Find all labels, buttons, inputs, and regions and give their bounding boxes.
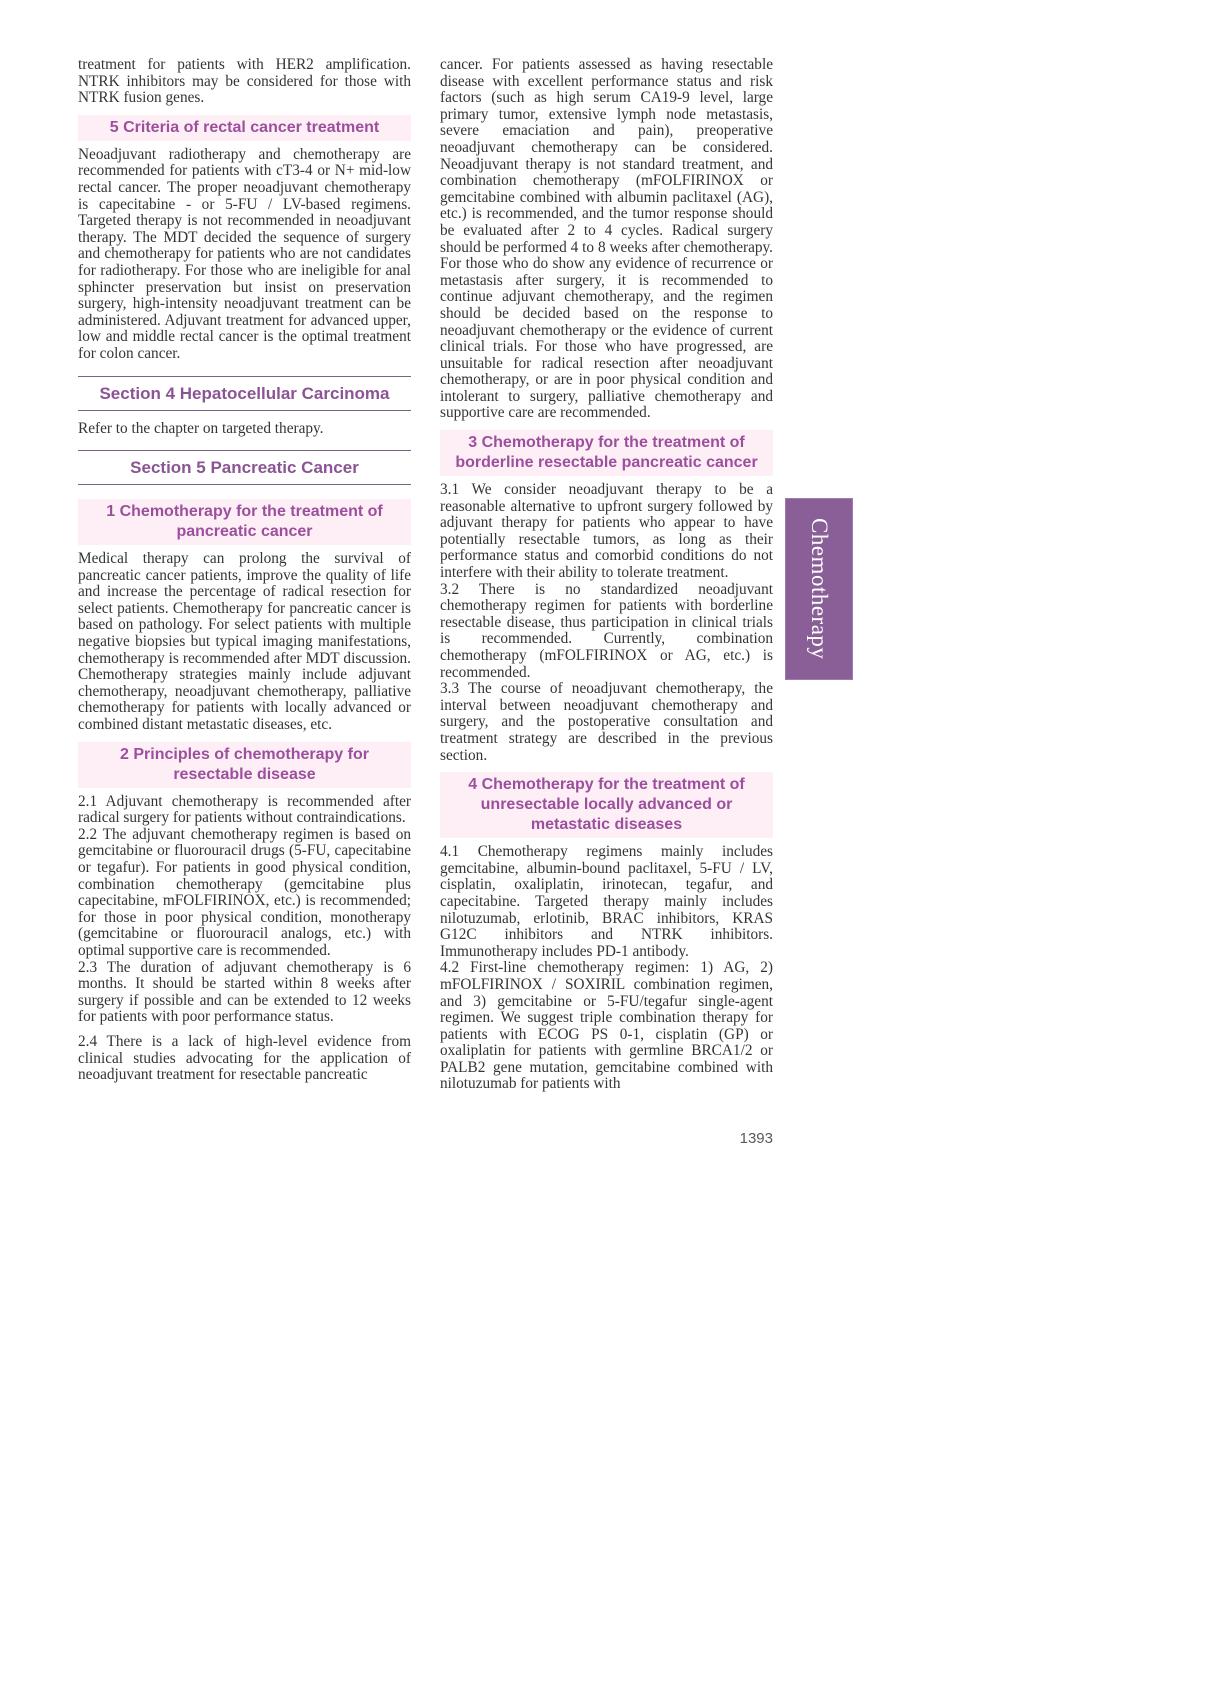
hepatocellular-paragraph: Refer to the chapter on targeted therapy. [78, 419, 324, 437]
left-column [78, 57, 411, 1084]
subsection-header-chemo-pancreatic: 1 Chemotherapy for the treatment of pancreatic cancer [78, 499, 411, 545]
page-number: 1393 [739, 1130, 773, 1147]
section-header-hepatocellular: Section 4 Hepatocellular Carcinoma [78, 376, 411, 411]
chapter-tab-label: Chemotherapy [807, 518, 832, 660]
item-2-3: 2.3 The duration of adjuvant chemotherapy is 6 months. It should be started within 8 weeks after surgery if possible and can be extended to 12 weeks for patients with poor performance status. [78, 958, 411, 1026]
subsection-header-unresectable-metastatic: 4 Chemotherapy for the treatment of unresectable locally advanced or metastatic diseases [440, 772, 773, 838]
continuation-paragraph: cancer. For patients assessed as having resectable disease with excellent performance status and risk factors (such as high serum CA19-9 level, large primary tumor, extensive lymph node metastasis, severe emaciation and pain), preoperative neoadjuvant chemotherapy can be considered. Neoadjuvant therapy is not standard treatment, and combination chemotherapy (mFOLFIRINOX or gemcitabine combined with albumin paclitaxel (AG), etc.) is recommended, and the tumor response should be evaluated after 2 to 4 cycles. Radical surgery should be performed 4 to 8 weeks after chemotherapy. For those who do show any evidence of recurrence or metastasis after surgery, it is recommended to continue adjuvant chemotherapy, and the regimen should be decided based on the response to neoadjuvant chemotherapy or the evidence of current clinical trials. For those who have progressed, are unsuitable for radical resection after neoadjuvant chemotherapy, or are in poor physical condition and intolerant to surgery, palliative chemotherapy and supportive care are recommended. [440, 56, 773, 422]
item-2-1: 2.1 Adjuvant chemotherapy is recommended after radical surgery for patients without contraindications. [78, 792, 411, 827]
subsection-header-rectal-criteria: 5 Criteria of rectal cancer treatment [78, 115, 411, 141]
item-2-4: 2.4 There is a lack of high-level evidence from clinical studies advocating for the application of neoadjuvant treatment for resectable pancreatic [78, 1032, 411, 1084]
rectal-criteria-paragraph: Neoadjuvant radiotherapy and chemotherapy are recommended for patients with cT3-4 or N+ mid-low rectal cancer. The proper neoadjuvant chemotherapy is capecitabine - or 5-FU / LV-based regimens. Targeted therapy is not recommended in neoadjuvant therapy. The MDT decided the sequence of surgery and chemotherapy for patients who are not candidates for radiotherapy. For those who are ineligible for anal sphincter preservation but insist on preservation surgery, high-intensity neoadjuvant treatment can be administered. Adjuvant treatment for advanced upper, low and middle rectal cancer is the optimal treatment for colon cancer. [78, 145, 411, 362]
item-3-1: 3.1 We consider neoadjuvant therapy to be a reasonable alternative to upfront surgery followed by adjuvant therapy for patients who appear to have potentially resectable tumors, as long as their performance status and comorbid conditions do not interfere with their ability to tolerate treatment. [440, 481, 773, 582]
subsection-header-principles-resectable: 2 Principles of chemotherapy for resectable disease [78, 742, 411, 788]
subsection-header-borderline-resectable: 3 Chemotherapy for the treatment of borderline resectable pancreatic cancer [440, 430, 773, 476]
right-column [440, 57, 773, 1093]
item-3-2: 3.2 There is no standardized neoadjuvant chemotherapy regimen for patients with borderline resectable disease, thus participation in clinical trials is recommended. Currently, combination chemotherapy (mFOLFIRINOX or AG, etc.) is recommended. [440, 580, 773, 681]
chapter-tab [785, 498, 853, 680]
item-2-2: 2.2 The adjuvant chemotherapy regimen is based on gemcitabine or fluorouracil drugs (5-FU, capecitabine or tegafur). For patients in good physical condition, combination chemotherapy (gemcitabine plus capecitabine, mFOLFIRINOX, etc.) is recommended; for those in poor physical condition, monotherapy (gemcitabine or fluorouracil analogs, etc.) with optimal supportive care is recommended. [78, 825, 411, 959]
section-header-pancreatic: Section 5 Pancreatic Cancer [78, 450, 411, 485]
item-4-2: 4.2 First-line chemotherapy regimen: 1) AG, 2) mFOLFIRINOX / SOXIRIL combination regimen, and 3) gemcitabine or 5-FU/tegafur single-agent regimen. We suggest triple combination therapy for patients with ECOG PS 0-1, cisplatin (GP) or oxaliplatin for patients with germline BRCA1/2 or PALB2 gene mutation, gemcitabine combined with nilotuzumab for patients with [440, 959, 773, 1093]
intro-paragraph: treatment for patients with HER2 amplification. NTRK inhibitors may be considered for those with NTRK fusion genes. [78, 56, 411, 107]
item-3-3: 3.3 The course of neoadjuvant chemotherapy, the interval between neoadjuvant chemotherapy and surgery, and the postoperative consultation and treatment strategy are described in the previous section. [440, 680, 773, 764]
item-4-1: 4.1 Chemotherapy regimens mainly includes gemcitabine, albumin-bound paclitaxel, 5-FU / LV, cisplatin, oxaliplatin, irinotecan, tegafur, and capecitabine. Targeted therapy mainly includes nilotuzumab, erlotinib, BRAC inhibitors, KRAS G12C inhibitors and NTRK inhibitors. Immunotherapy includes PD-1 antibody. [440, 843, 773, 960]
chemo-pancreatic-paragraph: Medical therapy can prolong the survival of pancreatic cancer patients, improve the quality of life and increase the percentage of radical resection for select patients. Chemotherapy for pancreatic cancer is based on pathology. For select patients with multiple negative biopsies but typical imaging manifestations, chemotherapy is recommended after MDT discussion. Chemotherapy strategies mainly include adjuvant chemotherapy, neoadjuvant chemotherapy, palliative chemotherapy for patients with locally advanced or combined distant metastatic diseases, etc. [78, 550, 411, 734]
